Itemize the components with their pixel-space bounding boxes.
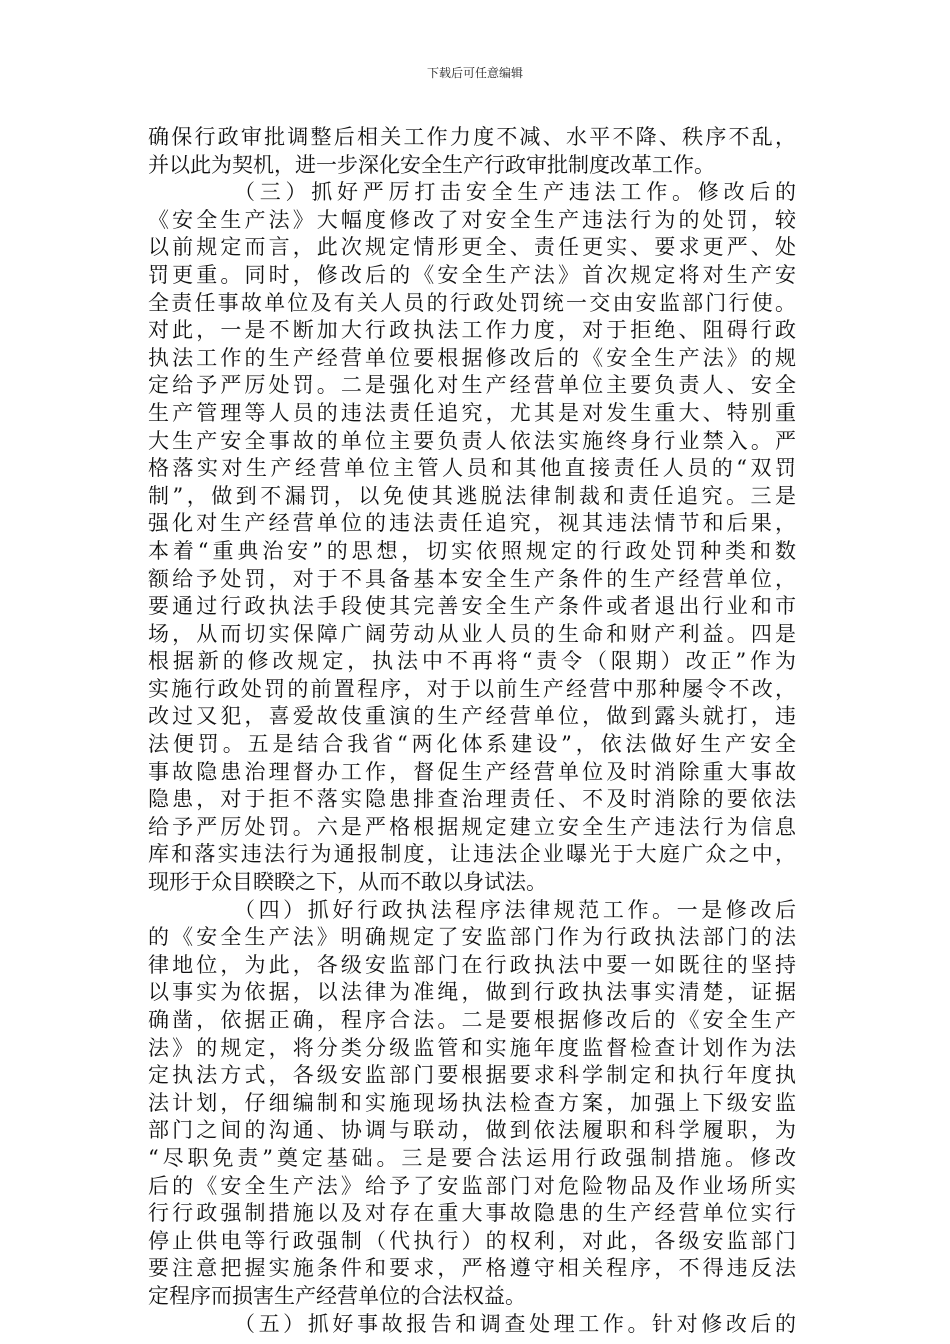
text-line: 并以此为契机，进一步深化安全生产行政审批制度改革工作。 <box>148 152 715 177</box>
text-line: 律地位，为此，各级安监部门在行政执法中要一如既往的坚持 <box>148 952 796 977</box>
text-line: 生产管理等人员的违法责任追究，尤其是对发生重大、特别重 <box>148 400 796 425</box>
text-line: 要通过行政执法手段使其完善安全生产条件或者退出行业和市 <box>148 594 796 619</box>
text-line: （五）抓好事故报告和调查处理工作。针对修改后的 <box>234 1311 796 1336</box>
text-line: 停止供电等行政强制（代执行）的权利，对此，各级安监部门 <box>148 1228 796 1253</box>
text-line: 确保行政审批调整后相关工作力度不减、水平不降、秩序不乱， <box>148 125 796 149</box>
text-line: 给予严厉处罚。六是严格根据规定建立安全生产违法行为信息 <box>148 814 796 839</box>
text-line: 改过又犯，喜爱故伎重演的生产经营单位，做到露头就打，违 <box>148 704 796 729</box>
text-line: 法便罚。五是结合我省“两化体系建设”，依法做好生产安全 <box>148 732 796 757</box>
text-line: 以事实为依据，以法律为准绳，做到行政执法事实清楚，证据 <box>148 980 796 1005</box>
text-line: 隐患，对于拒不落实隐患排查治理责任、不及时消除的要依法 <box>148 787 796 812</box>
text-line: 定给予严厉处罚。二是强化对生产经营单位主要负责人、安全 <box>148 373 796 398</box>
text-line: 格落实对生产经营单位主管人员和其他直接责任人员的“双罚 <box>148 456 796 481</box>
page-header: 下载后可任意编辑 <box>426 66 523 80</box>
text-line: “尽职免责”奠定基础。三是要合法运用行政强制措施。修改 <box>148 1145 796 1170</box>
text-line: 法》的规定，将分类分级监管和实施年度监督检查计划作为法 <box>148 1035 796 1060</box>
text-line: 实施行政处罚的前置程序，对于以前生产经营中那种屡令不改， <box>148 676 796 701</box>
text-line: 法计划，仔细编制和实施现场执法检查方案，加强上下级安监 <box>148 1090 796 1115</box>
text-line: 定执法方式，各级安监部门要根据要求科学制定和执行年度执 <box>148 1063 796 1088</box>
text-line: 大生产安全事故的单位主要负责人依法实施终身行业禁入。严 <box>148 428 796 453</box>
text-line: 强化对生产经营单位的违法责任追究，视其违法情节和后果， <box>148 511 796 536</box>
text-line: 行行政强制措施以及对存在重大事故隐患的生产经营单位实行 <box>148 1201 796 1226</box>
text-line: 的《安全生产法》明确规定了安监部门作为行政执法部门的法 <box>148 925 796 950</box>
text-line: 罚更重。同时，修改后的《安全生产法》首次规定将对生产安 <box>148 262 796 287</box>
text-line: 后的《安全生产法》给予了安监部门对危险物品及作业场所实 <box>148 1173 796 1198</box>
text-line: 以前规定而言，此次规定情形更全、责任更实、要求更严、处 <box>148 235 796 260</box>
text-line: 执法工作的生产经营单位要根据修改后的《安全生产法》的规 <box>148 345 796 370</box>
text-line: 《安全生产法》大幅度修改了对安全生产违法行为的处罚，较 <box>148 207 796 232</box>
text-line: 全责任事故单位及有关人员的行政处罚统一交由安监部门行使。 <box>148 290 796 315</box>
text-line: 库和落实违法行为通报制度，让违法企业曝光于大庭广众之中， <box>148 842 796 867</box>
text-line: 本着“重典治安”的思想，切实依照规定的行政处罚种类和数 <box>148 538 796 563</box>
text-line: （三）抓好严厉打击安全生产违法工作。修改后的 <box>234 180 796 205</box>
text-line: 现形于众目睽睽之下，从而不敢以身试法。 <box>148 870 547 895</box>
text-line: 事故隐患治理督办工作，督促生产经营单位及时消除重大事故 <box>148 759 796 784</box>
text-line: 制”，做到不漏罚，以免使其逃脱法律制裁和责任追究。三是 <box>148 483 796 508</box>
text-line: 对此，一是不断加大行政执法工作力度，对于拒绝、阻碍行政 <box>148 318 796 343</box>
text-line: 确凿，依据正确，程序合法。二是要根据修改后的《安全生产 <box>148 1008 796 1032</box>
text-line: 部门之间的沟通、协调与联动，做到依法履职和科学履职，为 <box>148 1118 796 1143</box>
text-line: 场，从而切实保障广阔劳动从业人员的生命和财产利益。四是 <box>148 621 796 646</box>
text-line: 要注意把握实施条件和要求，严格遵守相关程序，不得违反法 <box>148 1256 796 1281</box>
text-line: 额给予处罚，对于不具备基本安全生产条件的生产经营单位， <box>148 566 796 591</box>
body-text <box>148 124 796 1338</box>
text-line: （四）抓好行政执法程序法律规范工作。一是修改后 <box>234 897 796 922</box>
text-line: 定程序而损害生产经营单位的合法权益。 <box>148 1283 526 1308</box>
text-line: 根据新的修改规定，执法中不再将“责令（限期）改正”作为 <box>148 649 796 674</box>
